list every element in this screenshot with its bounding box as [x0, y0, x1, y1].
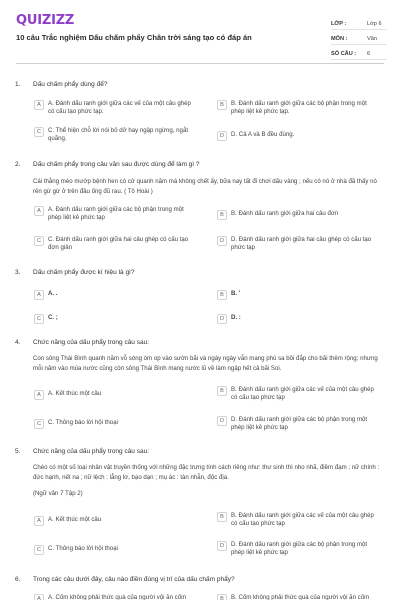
question-number: 1. [15, 81, 21, 88]
option-text: C. Thông báo lời hội thoại [48, 419, 118, 426]
option-a[interactable] [34, 516, 198, 526]
header-divider [16, 63, 384, 64]
option-d[interactable] [217, 416, 381, 433]
option-a[interactable] [34, 290, 198, 300]
passage-text: Con sông Thái Bình quanh năm vỗ sóng òm op vào sườn bãi và ngày ngày vẫn mang phù sa bồi đắp cho bãi thêm rộng; nhưng mỗi năm vào mùa nước cũng còn sông Thái Bình mang nước lũ về làm ngập hết cả bãi Soi. [33, 355, 378, 373]
option-a[interactable] [34, 100, 198, 117]
option-letter: C [34, 545, 44, 555]
option-text: D. : [231, 314, 241, 321]
question-text: Dấu chấm phẩy được kí hiệu là gì? [33, 269, 135, 276]
option-letter: D [217, 236, 227, 246]
question-text: Chức năng của dấu phẩy trong câu sau: [33, 448, 150, 455]
quizizz-logo[interactable]: QUIZIZZ [16, 13, 75, 28]
question-text: Trong các câu dưới đây, câu nào điền đúng vị trí của dấu chấm phẩy? [33, 576, 235, 583]
option-letter: B [217, 512, 227, 522]
option-b[interactable] [217, 512, 381, 529]
question-number: 2. [15, 161, 21, 168]
header [0, 0, 400, 66]
meta-grade [331, 15, 387, 30]
option-text: A. Kết thúc một câu [48, 516, 102, 523]
option-letter: D [217, 416, 227, 426]
option-text: D. Đánh dấu ranh giới giữa các bộ phận trong một phép liệt kê phức tạp [231, 541, 368, 557]
question-number: 3. [15, 269, 21, 276]
option-text: D. Cả A và B đều đúng. [231, 131, 295, 138]
option-letter: A [34, 290, 44, 300]
option-a[interactable] [34, 594, 198, 600]
option-c[interactable] [34, 127, 198, 144]
option-b[interactable] [217, 100, 381, 117]
option-a[interactable] [34, 390, 198, 400]
option-text: B. Đánh dấu ranh giới giữa các vế của một câu ghép có cấu tạo phức tạp [231, 386, 374, 402]
option-letter: B [217, 210, 227, 220]
option-letter: A [34, 390, 44, 400]
option-letter: C [34, 419, 44, 429]
option-text: B. ' [231, 290, 241, 297]
option-letter: D [217, 541, 227, 551]
page-title: 10 câu Trắc nghiệm Dấu chấm phẩy Chân trời sáng tạo có đáp án [16, 33, 252, 42]
meta-count [331, 45, 387, 60]
question-number: 5. [15, 448, 21, 455]
option-letter: B [217, 290, 227, 300]
question-text: Chức năng của dấu phẩy trong câu sau: [33, 339, 150, 346]
option-d[interactable] [217, 236, 381, 253]
meta-info [331, 15, 387, 60]
question-number: 4. [15, 339, 21, 346]
meta-label: SỐ CÂU : [331, 51, 357, 57]
option-c[interactable] [34, 314, 198, 324]
option-letter: A [34, 206, 44, 216]
option-letter: A [34, 516, 44, 526]
option-d[interactable] [217, 131, 381, 141]
option-text: B. Cốm không phải thức quà của người vội ăn cốm [231, 594, 370, 600]
option-c[interactable] [34, 236, 198, 253]
meta-value: 6 [367, 51, 371, 57]
question-text: Dấu chấm phẩy trong câu văn sau được dùng để làm gì ? [33, 161, 200, 168]
option-a[interactable] [34, 206, 198, 223]
option-text: B. Đánh dấu ranh giới giữa các bộ phận trong một phép liệt kê phức tạp. [231, 100, 367, 116]
option-letter: D [217, 314, 227, 324]
meta-subject [331, 30, 387, 45]
option-text: A. Cốm không phải thức quà của người vội ăn cốm [48, 594, 187, 600]
option-text: A. . [48, 290, 58, 297]
option-text: C. Thể hiện chỗ lời nói bỏ dở hay ngập ngừng, ngắt quãng. [48, 127, 189, 143]
option-letter: A [34, 594, 44, 600]
option-letter: C [34, 236, 44, 246]
option-c[interactable] [34, 419, 198, 429]
option-text: A. Đánh dấu ranh giới giữa các vế của một câu ghép có cấu tạo phức tạp. [48, 100, 191, 116]
option-text: A. Kết thúc một câu [48, 390, 102, 397]
passage-source: (Ngữ văn 7 Tập 2) [33, 490, 83, 497]
question-number: 6. [15, 576, 21, 583]
option-text: B. Đánh dấu ranh giới giữa hai câu đơn [231, 210, 339, 217]
option-text: A. Đánh dấu ranh giới giữa các bộ phận trong một phép liệt kê phức tạp [48, 206, 184, 222]
option-d[interactable] [217, 314, 381, 324]
passage-text: Chèo có một số loại nhân vật truyền thống với những đặc trưng tính cách riêng như: thư sinh thì nho nhã, điềm đạm ; nữ chính : đức hạnh, nết na ; nữ lệch : lẳng lơ, bạo dạn ; mụ ác : tàn nhẫn, độc địa. [33, 464, 380, 482]
option-text: B. Đánh dấu ranh giới giữa các vế của một câu ghép có cấu tạo phức tạp [231, 512, 374, 528]
option-letter: D [217, 131, 227, 141]
option-text: C. Đánh dấu ranh giới giữa hai câu ghép có cấu tạo đơn giản [48, 236, 189, 252]
option-text: D. Đánh dấu ranh giới giữa hai câu ghép có cấu tạo phức tạp [231, 236, 372, 252]
option-letter: C [34, 314, 44, 324]
option-b[interactable] [217, 290, 381, 300]
option-letter: C [34, 127, 44, 137]
option-d[interactable] [217, 541, 381, 558]
option-letter: B [217, 386, 227, 396]
meta-value: Văn [367, 36, 377, 42]
option-c[interactable] [34, 545, 198, 555]
meta-value: Lớp 6 [367, 21, 382, 27]
passage-text: Cái thằng mèo mướp bệnh hen có cử quanh năm mà không chết ấy, bữa nay tất đi chơi dấu vàng ; nếu có nó ở nhà đã thấy nó rên gừ gừ ở trên đầu ống đũ rau. ( Tô Hoài ) [33, 178, 377, 196]
meta-label: MÔN : [331, 36, 348, 42]
option-b[interactable] [217, 386, 381, 403]
option-text: C. Thông báo lời hội thoại [48, 545, 118, 552]
option-b[interactable] [217, 210, 381, 220]
meta-label: LỚP : [331, 21, 347, 27]
option-text: C. ; [48, 314, 58, 321]
option-letter: A [34, 100, 44, 110]
option-letter: B [217, 594, 227, 600]
option-b[interactable] [217, 594, 381, 600]
question-text: Dấu chấm phẩy dùng để? [33, 81, 108, 88]
option-text: D. Đánh dấu ranh giới giữa các bộ phận trong một phép liệt kê phức tạp [231, 416, 368, 432]
option-letter: B [217, 100, 227, 110]
